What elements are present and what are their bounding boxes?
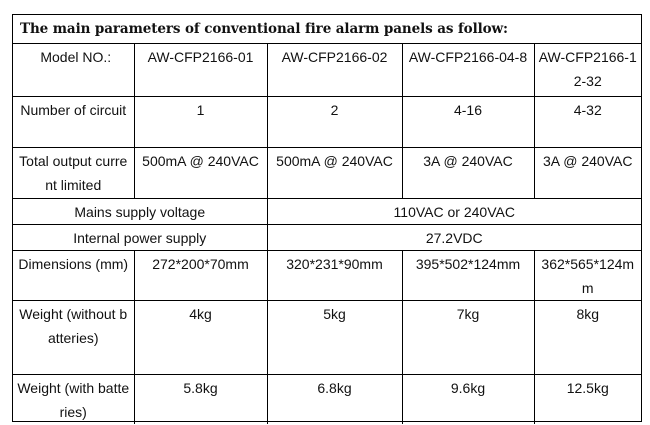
weight-with-value: 9.6kg [402,374,534,424]
dimensions-label: Dimensions (mm) [13,250,134,300]
internal-row [13,224,641,250]
output-value: 3A @ 240VAC [402,147,534,198]
weight-with-label: Weight (with batteries) [13,374,134,424]
mains-row [13,198,641,224]
circuits-value: 1 [134,96,267,147]
weight-without-value: 4kg [134,300,267,374]
parameters-sheet [12,14,642,422]
model-label: Model NO.: [13,44,134,96]
internal-label: Internal power supply [13,224,267,250]
weight-without-label: Weight (without batteries) [13,300,134,374]
circuits-row [13,96,641,147]
model-value: AW-CFP2166-01 [134,44,267,96]
sheet-title: The main parameters of conventional fire alarm panels as follow: [13,15,641,44]
circuits-value: 2 [267,96,402,147]
circuits-value: 4-32 [534,96,641,147]
model-value: AW-CFP2166-04-8 [402,44,534,96]
output-value: 500mA @ 240VAC [267,147,402,198]
mains-label: Mains supply voltage [13,198,267,224]
output-label: Total output current limited [13,147,134,198]
circuits-label: Number of circuit [13,96,134,147]
dimensions-value: 320*231*90mm [267,250,402,300]
model-row [13,44,641,96]
weight-without-value: 7kg [402,300,534,374]
dimensions-row [13,250,641,300]
output-row [13,147,641,198]
weight-without-row [13,300,641,374]
model-value: AW-CFP2166-02 [267,44,402,96]
mains-value: 110VAC or 240VAC [267,198,641,224]
circuits-value: 4-16 [402,96,534,147]
model-value: AW-CFP2166-12-32 [534,44,641,96]
dimensions-value: 395*502*124mm [402,250,534,300]
weight-with-row [13,374,641,424]
weight-with-value: 6.8kg [267,374,402,424]
output-value: 3A @ 240VAC [534,147,641,198]
dimensions-value: 362*565*124mm [534,250,641,300]
dimensions-value: 272*200*70mm [134,250,267,300]
weight-with-value: 12.5kg [534,374,641,424]
weight-without-value: 8kg [534,300,641,374]
internal-value: 27.2VDC [267,224,641,250]
output-value: 500mA @ 240VAC [134,147,267,198]
weight-without-value: 5kg [267,300,402,374]
parameters-table [13,44,641,424]
weight-with-value: 5.8kg [134,374,267,424]
